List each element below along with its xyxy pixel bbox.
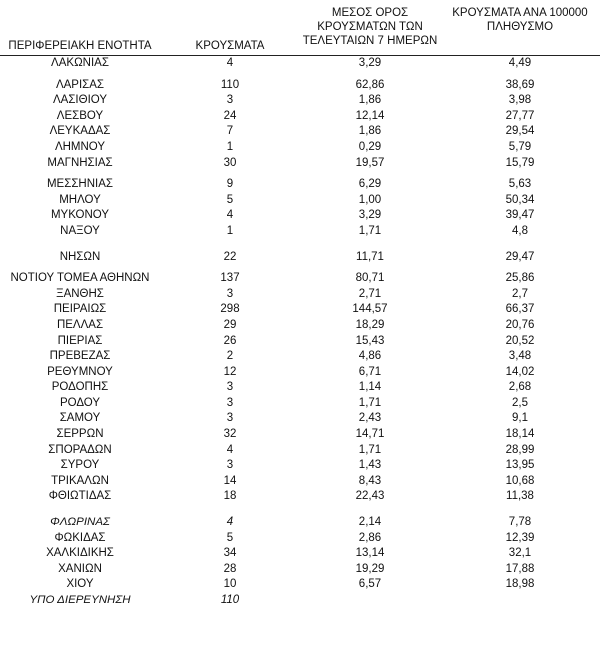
per100k-cell: 14,02 [505, 365, 535, 378]
avg7-cell: 2,43 [358, 412, 382, 425]
region-cell: ΜΑΓΝΗΣΙΑΣ [47, 156, 113, 169]
table-row [0, 78, 600, 94]
region-cell: ΦΛΩΡΙΝΑΣ [50, 516, 110, 529]
per100k-cell: 50,34 [505, 193, 535, 206]
table-row [0, 124, 600, 140]
avg7-cell: 2,86 [358, 531, 382, 544]
avg7-cell: 144,57 [352, 303, 388, 316]
per100k-cell: 2,7 [512, 287, 528, 300]
region-cell: ΧΑΛΚΙΔΙΚΗΣ [46, 547, 114, 560]
avg7-cell: 6,71 [358, 365, 382, 378]
region-cell: ΝΑΞΟΥ [60, 224, 100, 237]
cases-cell: 12 [223, 365, 237, 378]
per100k-cell: 29,54 [505, 125, 535, 138]
cases-cell: 30 [223, 156, 237, 169]
region-cell: ΤΡΙΚΑΛΩΝ [51, 474, 109, 487]
avg7-cell: 1,14 [358, 381, 382, 394]
per100k-cell: 5,63 [508, 178, 532, 191]
per100k-cell: 13,95 [505, 459, 535, 472]
avg7-cell: 8,43 [358, 474, 382, 487]
region-cell: ΝΟΤΙΟΥ ΤΟΜΕΑ ΑΘΗΝΩΝ [10, 272, 150, 285]
avg7-cell: 1,00 [358, 193, 382, 206]
avg7-cell: 19,57 [355, 156, 385, 169]
table-row [0, 546, 600, 562]
cases-cell: 3 [226, 396, 234, 409]
region-cell: ΠΡΕΒΕΖΑΣ [49, 350, 111, 363]
cases-cell: 7 [226, 125, 234, 138]
cases-cell: 22 [223, 250, 237, 263]
per100k-cell: 7,78 [508, 516, 532, 529]
avg7-cell: 2,14 [358, 516, 382, 529]
per100k-cell: 20,52 [505, 334, 535, 347]
per100k-cell: 10,68 [505, 474, 535, 487]
cases-cell: 5 [226, 531, 234, 544]
per100k-cell: 25,86 [505, 272, 535, 285]
region-cell: ΥΠΟ ΔΙΕΡΕΥΝΗΣΗ [29, 594, 131, 606]
region-cell: ΜΥΚΟΝΟΥ [50, 209, 110, 222]
region-cell: ΜΕΣΣΗΝΙΑΣ [46, 178, 114, 191]
per100k-cell: 32,1 [508, 547, 532, 560]
table-row [0, 411, 600, 427]
avg7-cell: 14,71 [355, 428, 385, 441]
region-cell: ΞΑΝΘΗΣ [56, 287, 104, 300]
cases-cell: 3 [226, 94, 234, 107]
per100k-cell: 29,47 [505, 250, 535, 263]
avg7-cell: 6,57 [358, 578, 382, 591]
per100k-cell: 3,98 [508, 94, 532, 107]
region-cell: ΧΑΝΙΩΝ [58, 562, 102, 575]
per100k-cell: 17,88 [505, 562, 535, 575]
cases-cell: 24 [223, 109, 237, 122]
table-row [0, 56, 600, 72]
region-cell: ΦΘΙΩΤΙΔΑΣ [48, 490, 112, 503]
cases-cell: 32 [223, 428, 237, 441]
per100k-cell: 9,1 [512, 412, 528, 425]
cases-cell: 34 [223, 547, 237, 560]
cases-cell: 298 [220, 303, 240, 316]
region-cell: ΣΠΟΡΑΔΩΝ [48, 443, 112, 456]
avg7-cell: 62,86 [355, 78, 385, 91]
table-body [0, 56, 600, 609]
cases-cell: 10 [223, 578, 237, 591]
cases-cell: 9 [226, 178, 234, 191]
table-row [0, 287, 600, 303]
table-row [0, 474, 600, 490]
per100k-cell: 2,68 [508, 381, 532, 394]
cases-cell: 110 [220, 78, 240, 91]
cases-cell: 2 [226, 350, 234, 363]
cases-cell: 137 [220, 272, 240, 285]
avg7-cell: 1,86 [358, 125, 382, 138]
cases-cell: 28 [223, 562, 237, 575]
avg7-cell: 22,43 [355, 490, 385, 503]
region-cell: ΠΕΙΡΑΙΩΣ [53, 303, 107, 316]
per100k-cell: 5,79 [508, 140, 532, 153]
avg7-cell: 2,71 [358, 287, 382, 300]
region-cell: ΡΟΔΟΥ [59, 396, 101, 409]
avg7-cell: 1,43 [358, 459, 382, 472]
per100k-cell: 12,39 [505, 531, 535, 544]
cases-cell: 4 [226, 443, 234, 456]
cases-cell: 1 [226, 140, 234, 153]
avg7-cell: 1,71 [358, 224, 382, 237]
table-row [0, 380, 600, 396]
region-cell: ΛΑΚΩΝΙΑΣ [51, 57, 109, 69]
region-cell: ΡΟΔΟΠΗΣ [51, 381, 109, 394]
avg7-cell: 3,29 [358, 209, 382, 222]
table-row [0, 427, 600, 443]
table-row [0, 577, 600, 593]
table-row [0, 593, 600, 609]
avg7-cell: 11,71 [356, 250, 384, 263]
region-cell: ΛΕΥΚΑΔΑΣ [49, 125, 111, 138]
table-row [0, 334, 600, 350]
table-row [0, 93, 600, 109]
avg7-cell: 15,43 [355, 334, 385, 347]
avg7-cell: 1,71 [358, 396, 382, 409]
region-cell: ΛΕΣΒΟΥ [56, 109, 104, 122]
table-row [0, 531, 600, 547]
region-cell: ΜΗΛΟΥ [59, 193, 101, 206]
cases-cell: 4 [226, 516, 234, 529]
header-region: ΠΕΡΙΦΕΡΕΙΑΚΗ ΕΝΟΤΗΤΑ [8, 40, 152, 52]
table-row [0, 271, 600, 287]
table-row [0, 109, 600, 125]
per100k-cell: 3,48 [508, 350, 532, 363]
per100k-cell: 66,37 [505, 303, 535, 316]
table-row [0, 489, 600, 505]
table-row [0, 396, 600, 412]
region-cell: ΝΗΣΩΝ [59, 250, 101, 263]
table-row [0, 458, 600, 474]
avg7-cell: 1,86 [358, 94, 382, 107]
avg7-cell: 6,29 [358, 178, 382, 191]
cases-cell: 29 [223, 318, 237, 331]
per100k-cell: 20,76 [505, 318, 535, 331]
region-cell: ΣΕΡΡΩΝ [56, 428, 104, 441]
region-cell: ΠΕΛΛΑΣ [56, 318, 104, 331]
table-row [0, 349, 600, 365]
cases-cell: 4 [226, 57, 234, 69]
region-cell: ΛΑΡΙΣΑΣ [55, 78, 105, 91]
per100k-cell: 2,5 [512, 396, 528, 409]
table-row [0, 443, 600, 459]
table-row [0, 208, 600, 224]
cases-cell: 4 [226, 209, 234, 222]
cases-cell: 5 [226, 193, 234, 206]
avg7-cell: 18,29 [355, 318, 385, 331]
per100k-cell: 4,49 [508, 57, 532, 69]
avg7-cell: 13,14 [355, 547, 385, 560]
region-cell: ΠΙΕΡΙΑΣ [57, 334, 103, 347]
table-row [0, 365, 600, 381]
table-row [0, 515, 600, 531]
per100k-cell: 38,69 [505, 78, 535, 91]
avg7-cell: 12,14 [355, 109, 385, 122]
table-row [0, 156, 600, 172]
cases-cell: 18 [223, 490, 237, 503]
cases-cell: 110 [220, 594, 240, 606]
region-cell: ΛΗΜΝΟΥ [54, 140, 106, 153]
avg7-cell: 4,86 [358, 350, 382, 363]
region-cell: ΧΙΟΥ [66, 578, 94, 591]
cases-cell: 3 [226, 412, 234, 425]
per100k-cell: 28,99 [505, 443, 535, 456]
cases-cell: 3 [226, 287, 234, 300]
cases-cell: 1 [226, 224, 234, 237]
header-cases: ΚΡΟΥΣΜΑΤΑ [195, 40, 265, 52]
region-cell: ΦΩΚΙΔΑΣ [54, 531, 106, 544]
table-row [0, 140, 600, 156]
table-row [0, 250, 600, 266]
region-cell: ΛΑΣΙΘΙΟΥ [52, 94, 108, 107]
per100k-cell: 4,8 [512, 224, 528, 237]
region-cell: ΣΥΡΟΥ [60, 459, 100, 472]
per100k-cell: 11,38 [506, 490, 534, 503]
table-row [0, 224, 600, 240]
per100k-cell: 39,47 [505, 209, 535, 222]
cases-cell: 3 [226, 459, 234, 472]
per100k-cell: 27,77 [505, 109, 535, 122]
cases-cell: 3 [226, 381, 234, 394]
region-cell: ΡΕΘΥΜΝΟΥ [47, 365, 113, 378]
avg7-cell: 1,71 [358, 443, 382, 456]
table-row [0, 562, 600, 578]
table-row [0, 193, 600, 209]
table-row [0, 177, 600, 193]
avg7-cell: 80,71 [355, 272, 385, 285]
avg7-cell: 3,29 [358, 57, 382, 69]
avg7-cell: 0,29 [358, 140, 382, 153]
per100k-cell: 15,79 [505, 156, 535, 169]
avg7-cell: 19,29 [355, 562, 385, 575]
table-row [0, 302, 600, 318]
per100k-cell: 18,14 [505, 428, 535, 441]
cases-cell: 14 [223, 474, 237, 487]
cases-cell: 26 [223, 334, 237, 347]
table-row [0, 318, 600, 334]
header-7day-average: ΜΕΣΟΣ ΟΡΟΣ ΚΡΟΥΣΜΑΤΩΝ ΤΩΝ ΤΕΛΕΥΤΑΙΩΝ 7 ΗΜΕΡΩΝ [302, 7, 438, 47]
per100k-cell: 18,98 [505, 578, 535, 591]
header-cases-per-100k: ΚΡΟΥΣΜΑΤΑ ΑΝΑ 100000 ΠΛΗΘΥΣΜΟ [452, 7, 588, 33]
region-cell: ΣΑΜΟΥ [59, 412, 101, 425]
